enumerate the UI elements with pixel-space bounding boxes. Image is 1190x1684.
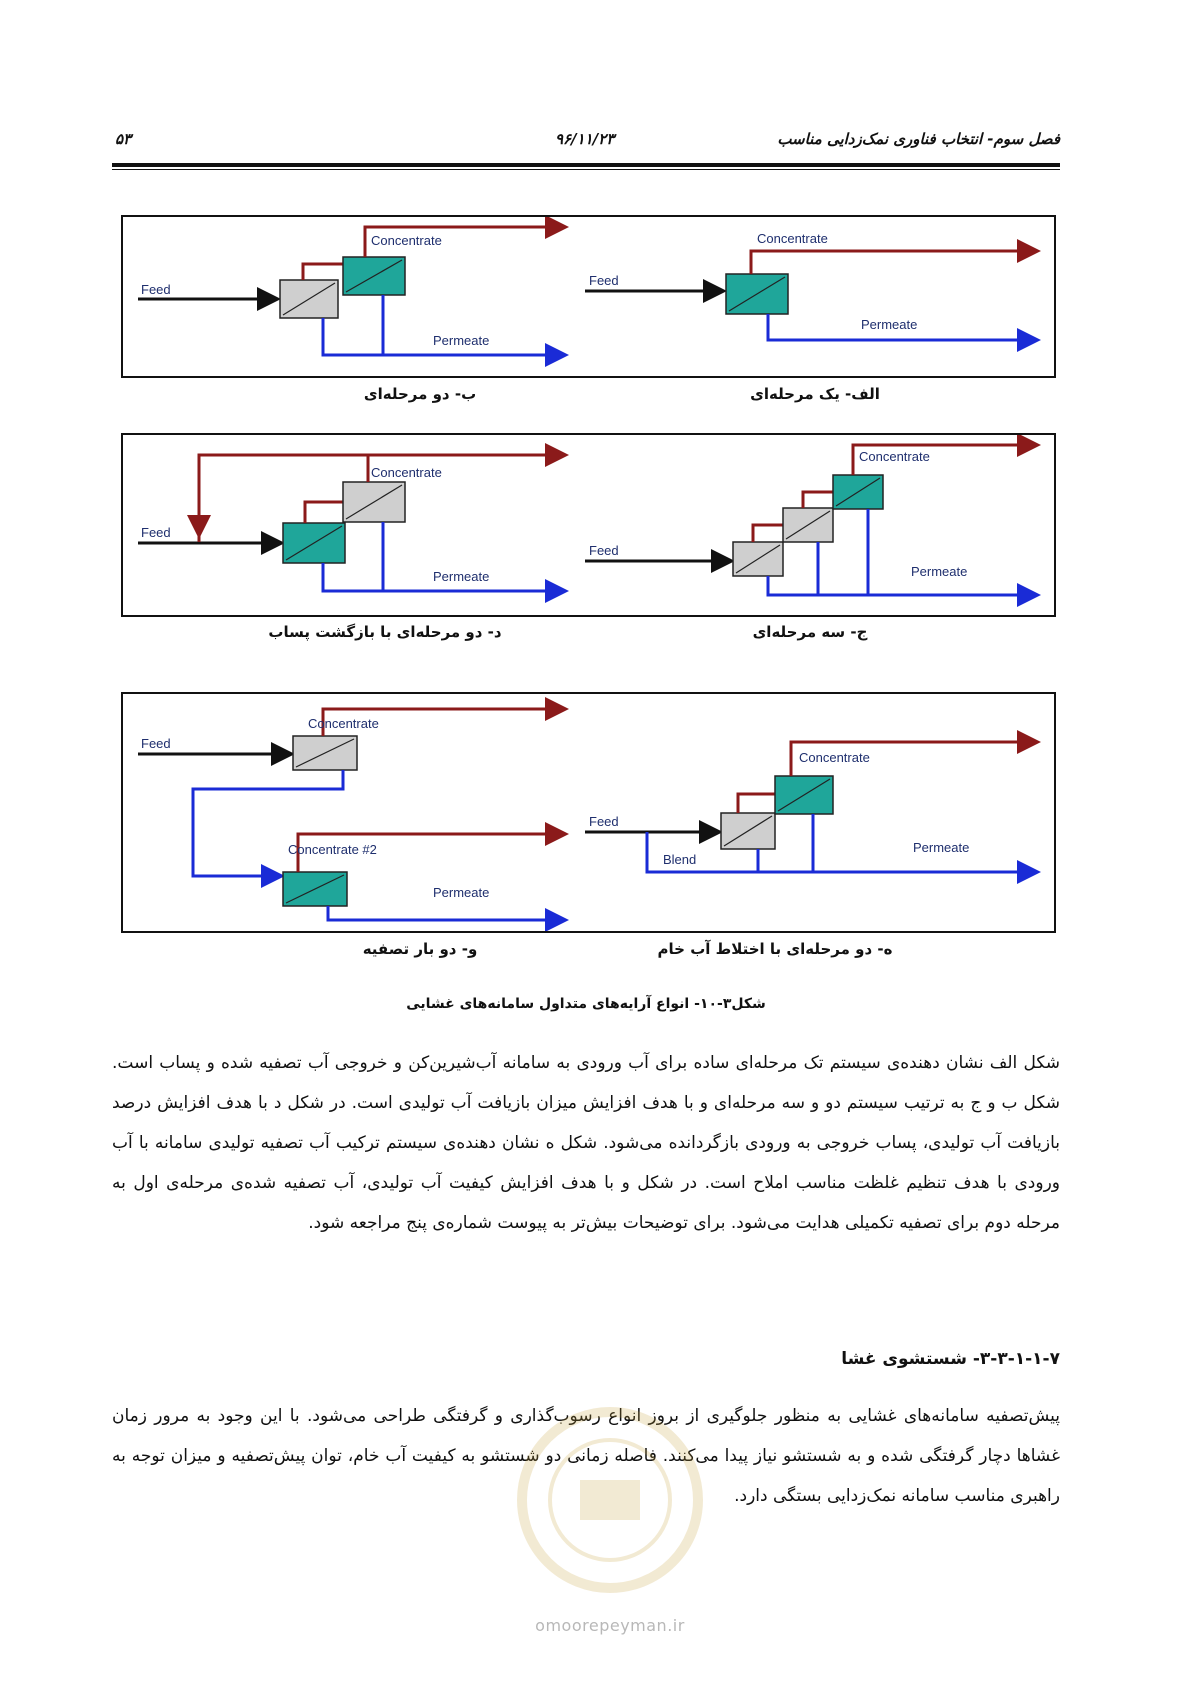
diagram-f-and-e: [123, 694, 1054, 931]
concentrate-label: Concentrate: [757, 231, 828, 246]
diagram-panel-row3: [121, 692, 1056, 933]
section-heading: ۳-۳-۱-۱-۷- شستشوی غشا: [841, 1349, 1060, 1369]
feed-label: Feed: [141, 282, 171, 297]
header-rule-thin: [112, 169, 1060, 170]
permeate-label: Permeate: [433, 569, 490, 584]
diagram-single-stage: [585, 231, 1035, 340]
concentrate-2-label: Concentrate #2: [288, 842, 377, 857]
header-rule: [112, 163, 1060, 167]
caption-d: د- دو مرحله‌ای با بازگشت پساب: [268, 623, 502, 641]
permeate-label: Permeate: [433, 885, 490, 900]
caption-e: ه- دو مرحله‌ای با اختلاط آب خام: [657, 940, 893, 958]
diagram-b-and-a: [123, 217, 1054, 376]
watermark-logo: [470, 1400, 720, 1600]
figure-caption: شکل۳-۱۰- انواع آرایه‌های متداول سامانه‌های غشایی: [406, 996, 766, 1012]
permeate-label: Permeate: [861, 317, 918, 332]
diagram-double-pass: [138, 709, 563, 920]
caption-b: ب- دو مرحله‌ای: [363, 385, 477, 403]
diagram-two-stage-blend: [585, 742, 1035, 872]
concentrate-label: Concentrate: [859, 449, 930, 464]
header-date: ۹۶/۱۱/۲۳: [555, 130, 615, 148]
concentrate-label: Concentrate: [371, 233, 442, 248]
paragraph-1: شکل الف نشان دهنده‌ی سیستم تک مرحله‌ای ساده برای آب ورودی به سامانه آب‌شیرین‌کن و خروجی آب تصفیه شده و پساب است. شکل ب و ج به ترتیب سیستم دو و سه مرحله‌ای و با هدف افزایش میزان بازیافت آب تولیدی است. در شکل د با هدف افزایش درصد بازیافت آب تولیدی، پساب خروجی به ورودی بازگردانده می‌شود. شکل ه نشان دهنده‌ی سیستم ترکیب آب تصفیه تولیدی سامانه با آب ورودی با هدف تنظیم غلظت مناسب املاح است. در شکل و با هدف افزایش کیفیت آب تولیدی، آب تصفیه شده‌ی مرحله‌ی اول به مرحله دوم برای تصفیه تکمیلی هدایت می‌شود. برای توضیحات بیش‌تر به پیوست شماره‌ی پنج مراجعه شود.: [112, 1053, 1060, 1233]
diagram-panel-row1: [121, 215, 1056, 378]
caption-a: الف- یک مرحله‌ای: [750, 385, 880, 403]
feed-label: Feed: [589, 814, 619, 829]
chapter-title: فصل سوم- انتخاب فناوری نمک‌زدایی مناسب: [777, 130, 1060, 148]
feed-label: Feed: [589, 543, 619, 558]
blend-label: Blend: [663, 852, 697, 867]
watermark-text: omoorepeyman.ir: [535, 1616, 685, 1635]
feed-label: Feed: [141, 736, 171, 751]
paragraph-2: پیش‌تصفیه سامانه‌های غشایی به منظور جلوگیری از بروز انواع رسوب‌گذاری و گرفتگی طراحی می‌شود. با این وجود به مرور زمان غشاها دچار گرفتگی شده و به شستشو نیاز پیدا می‌کنند. فاصله زمانی دو شستشو به کیفیت آب خام، توان پیش‌تصفیه و میزان توجه به راهبری مناسب سامانه نمک‌زدایی بستگی دارد.: [112, 1406, 1060, 1506]
concentrate-label: Concentrate: [799, 750, 870, 765]
permeate-label: Permeate: [911, 564, 968, 579]
concentrate-label: Concentrate: [371, 465, 442, 480]
caption-c: ج- سه مرحله‌ای: [752, 623, 868, 641]
permeate-label: Permeate: [913, 840, 970, 855]
diagram-panel-row2: [121, 433, 1056, 617]
feed-label: Feed: [141, 525, 171, 540]
diagram-three-stage: [585, 445, 1035, 595]
diagram-two-stage: [138, 227, 563, 355]
caption-f: و- دو بار تصفیه: [362, 940, 478, 958]
page-number: ۵۳: [115, 130, 132, 148]
concentrate-label: Concentrate: [308, 716, 379, 731]
feed-label: Feed: [589, 273, 619, 288]
diagram-d-and-c: [123, 435, 1054, 615]
diagram-two-stage-recycle: [138, 455, 563, 591]
permeate-label: Permeate: [433, 333, 490, 348]
